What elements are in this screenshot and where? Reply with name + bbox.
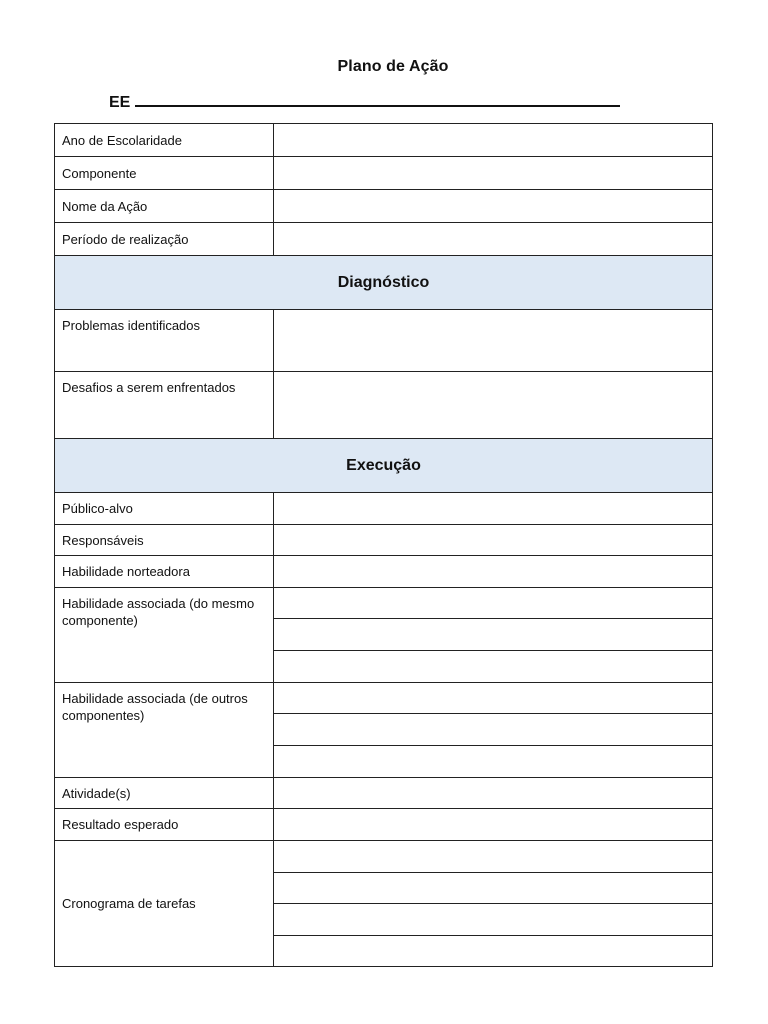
field-input-cronograma-3[interactable] xyxy=(274,904,713,936)
form-row xyxy=(55,556,713,588)
field-input-cronograma-2[interactable] xyxy=(274,873,713,904)
form-row xyxy=(55,809,713,841)
field-input-atividades[interactable] xyxy=(274,778,713,809)
field-input-resultado[interactable] xyxy=(274,809,713,841)
field-input-habilidade-outros-3[interactable] xyxy=(274,746,713,778)
field-input-habilidade-mesmo-1[interactable] xyxy=(274,588,713,619)
field-label-responsaveis: Responsáveis xyxy=(55,525,274,556)
school-blank-line[interactable] xyxy=(135,91,620,107)
field-input-problemas[interactable] xyxy=(274,310,713,372)
field-input-habilidade-outros-1[interactable] xyxy=(274,683,713,714)
field-label-cronograma: Cronograma de tarefas xyxy=(55,841,274,967)
form-row xyxy=(55,223,713,256)
field-label-publico: Público-alvo xyxy=(55,493,274,525)
page-title: Plano de Ação xyxy=(337,58,449,75)
form-row xyxy=(55,157,713,190)
field-input-cronograma-1[interactable] xyxy=(274,841,713,873)
field-label-desafios: Desafios a serem enfrentados xyxy=(55,372,274,439)
field-label-nome-acao: Nome da Ação xyxy=(55,190,274,223)
field-label-problemas: Problemas identificados xyxy=(55,310,274,372)
field-input-cronograma-4[interactable] xyxy=(274,936,713,967)
field-label-habilidade-norteadora: Habilidade norteadora xyxy=(55,556,274,588)
field-label-habilidade-outros: Habilidade associada (de outros componentes) xyxy=(55,683,274,778)
form-row xyxy=(55,778,713,809)
field-input-ano[interactable] xyxy=(274,124,713,157)
action-plan-form xyxy=(54,123,713,967)
field-label-atividades: Atividade(s) xyxy=(55,778,274,809)
field-label-resultado: Resultado esperado xyxy=(55,809,274,841)
field-input-nome-acao[interactable] xyxy=(274,190,713,223)
field-label-periodo: Período de realização xyxy=(55,223,274,256)
section-heading-diagnostico: Diagnóstico xyxy=(55,256,713,310)
form-row xyxy=(55,841,713,873)
form-row xyxy=(55,372,713,439)
field-input-componente[interactable] xyxy=(274,157,713,190)
field-input-habilidade-outros-2[interactable] xyxy=(274,714,713,746)
form-row xyxy=(55,683,713,714)
form-row xyxy=(55,525,713,556)
section-heading-execucao: Execução xyxy=(55,439,713,493)
field-input-periodo[interactable] xyxy=(274,223,713,256)
form-row xyxy=(55,493,713,525)
field-label-ano: Ano de Escolaridade xyxy=(55,124,274,157)
field-input-responsaveis[interactable] xyxy=(274,525,713,556)
field-input-publico[interactable] xyxy=(274,493,713,525)
field-label-componente: Componente xyxy=(55,157,274,190)
section-row xyxy=(55,256,713,310)
field-input-habilidade-mesmo-3[interactable] xyxy=(274,651,713,683)
field-input-habilidade-norteadora[interactable] xyxy=(274,556,713,588)
form-row xyxy=(55,190,713,223)
school-field[interactable] xyxy=(109,91,620,112)
school-label: EE xyxy=(109,94,131,111)
form-row xyxy=(55,310,713,372)
form-row xyxy=(55,588,713,619)
form-row xyxy=(55,124,713,157)
field-input-desafios[interactable] xyxy=(274,372,713,439)
field-label-habilidade-mesmo: Habilidade associada (do mesmo componente) xyxy=(55,588,274,683)
field-input-habilidade-mesmo-2[interactable] xyxy=(274,619,713,651)
section-row xyxy=(55,439,713,493)
